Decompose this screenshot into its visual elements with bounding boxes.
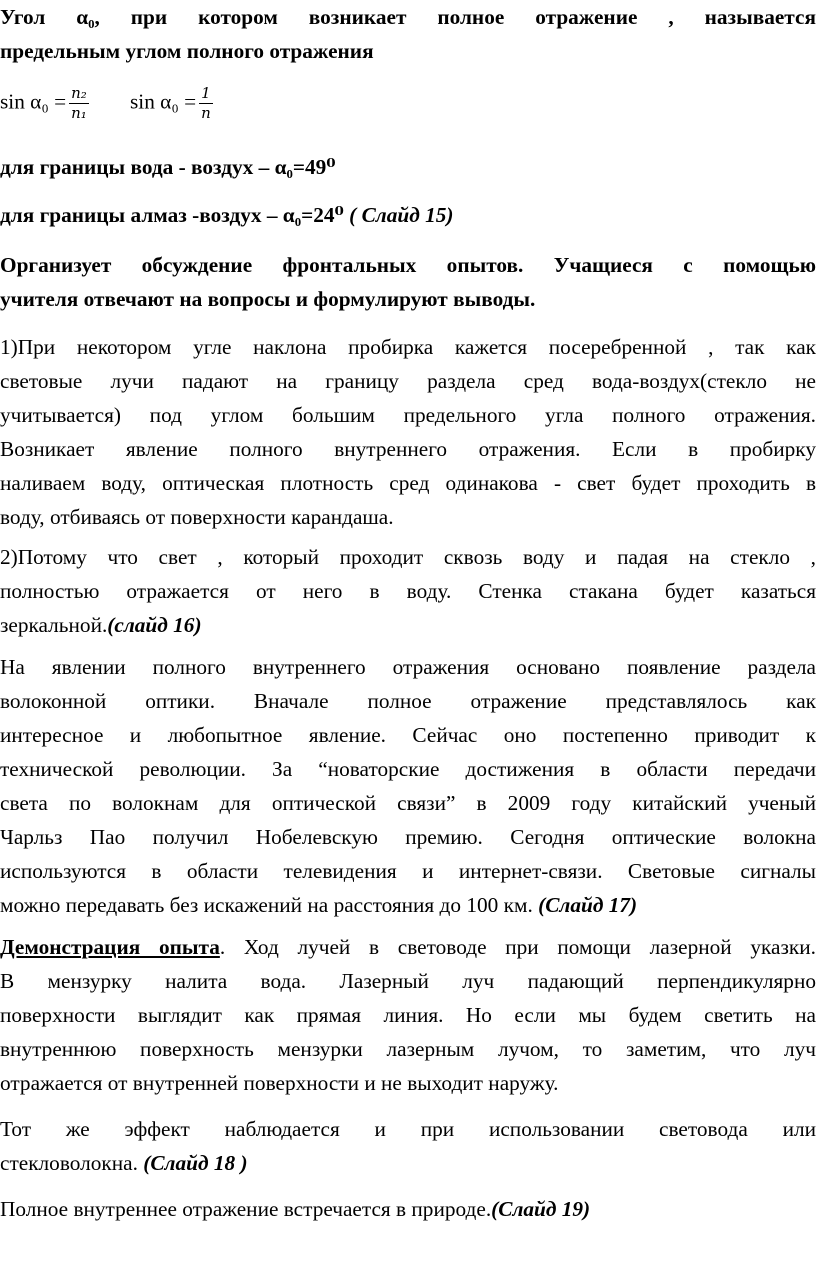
demonstration-label: Демонстрация опыта xyxy=(0,935,220,959)
heading-definition xyxy=(0,0,816,68)
heading-line: предельным углом полного отражения xyxy=(0,39,374,63)
fraction-denominator: n xyxy=(201,104,211,122)
formula-lhs: sin α₀ = xyxy=(0,89,67,114)
slide-reference: (Слайд 18 ) xyxy=(143,1151,248,1175)
formula-absolute-index xyxy=(130,84,216,123)
answer-1-paragraph: 1)При некотором угле наклона пробирка кажется посеребренной , так как световые лучи падают на границу раздела сред вода-воздух(стекло не учитывается) под углом большим предельного угла полного отражения. Возникает явление полного внутреннего отражения. Если в пробирку наливаем воду, оптическая плотность сред одинакова - свет будет проходить в воду, отбиваясь от поверхности карандаша. xyxy=(0,335,816,529)
boundary-diamond-air xyxy=(0,198,816,232)
slide-reference: ( Слайд 15) xyxy=(349,203,454,227)
nature-paragraph: Полное внутреннее отражение встречается в природе.(Слайд 19) xyxy=(0,1197,591,1221)
heading-line: Угол α₀, при котором возникает полное отражение , называется xyxy=(0,5,816,29)
slide-reference: (Слайд 17) xyxy=(538,893,638,917)
fraction xyxy=(199,84,213,123)
fraction-numerator: 1 xyxy=(199,84,213,104)
demonstration-paragraph: Демонстрация опыта. Ход лучей в световоде при помощи лазерной указки. В мензурку налита вода. Лазерный луч падающий перпендикулярно поверхности выглядит как прямая линия. Но если мы будем светить на внутреннюю поверхность мензурки лазерным лучом, то заметим, что луч отражается от внутренней поверхности и не выходит наружу. xyxy=(0,935,816,1095)
boundary-water-air: для границы вода - воздух – α₀=49⁰ xyxy=(0,155,336,179)
slide-reference: (Слайд 19) xyxy=(491,1197,591,1221)
slide-reference: (слайд 16) xyxy=(107,613,202,637)
formula-relative-index xyxy=(0,84,92,123)
fraction-numerator: n₂ xyxy=(71,84,87,102)
fiber-optics-paragraph: На явлении полного внутреннего отражения основано появление раздела волоконной оптики. Вначале полное отражение представлялось как интересное и любопытное явление. Сейчас оно постепенно приводит к технической революции. За “новаторские достижения в области передачи света по волокнам для оптической связи” в 2009 году китайский ученый Чарльз Пао получил Нобелевскую премию. Сегодня оптические волокна используются в области телевидения и интернет-связи. Световые сигналы можно передавать без искажений на расстояния до 100 км. (Слайд 17) xyxy=(0,655,816,917)
discussion-paragraph: Организует обсуждение фронтальных опытов. Учащиеся с помощью учителя отвечают на вопросы и формулируют выводы. xyxy=(0,253,816,311)
formula-lhs: sin α₀ = xyxy=(130,89,197,114)
same-effect-paragraph: Тот же эффект наблюдается и при использовании световода или стекловолокна. (Слайд 18 ) xyxy=(0,1117,816,1175)
boundary-text: для границы алмаз -воздух – α₀=24⁰ xyxy=(0,203,344,227)
answer-2-paragraph: 2)Потому что свет , который проходит сквозь воду и падая на стекло , полностью отражается от него в воду. Стенка стакана будет казаться зеркальной.(слайд 16) xyxy=(0,545,816,637)
fraction-denominator: n₁ xyxy=(71,104,87,122)
fraction xyxy=(69,84,89,123)
